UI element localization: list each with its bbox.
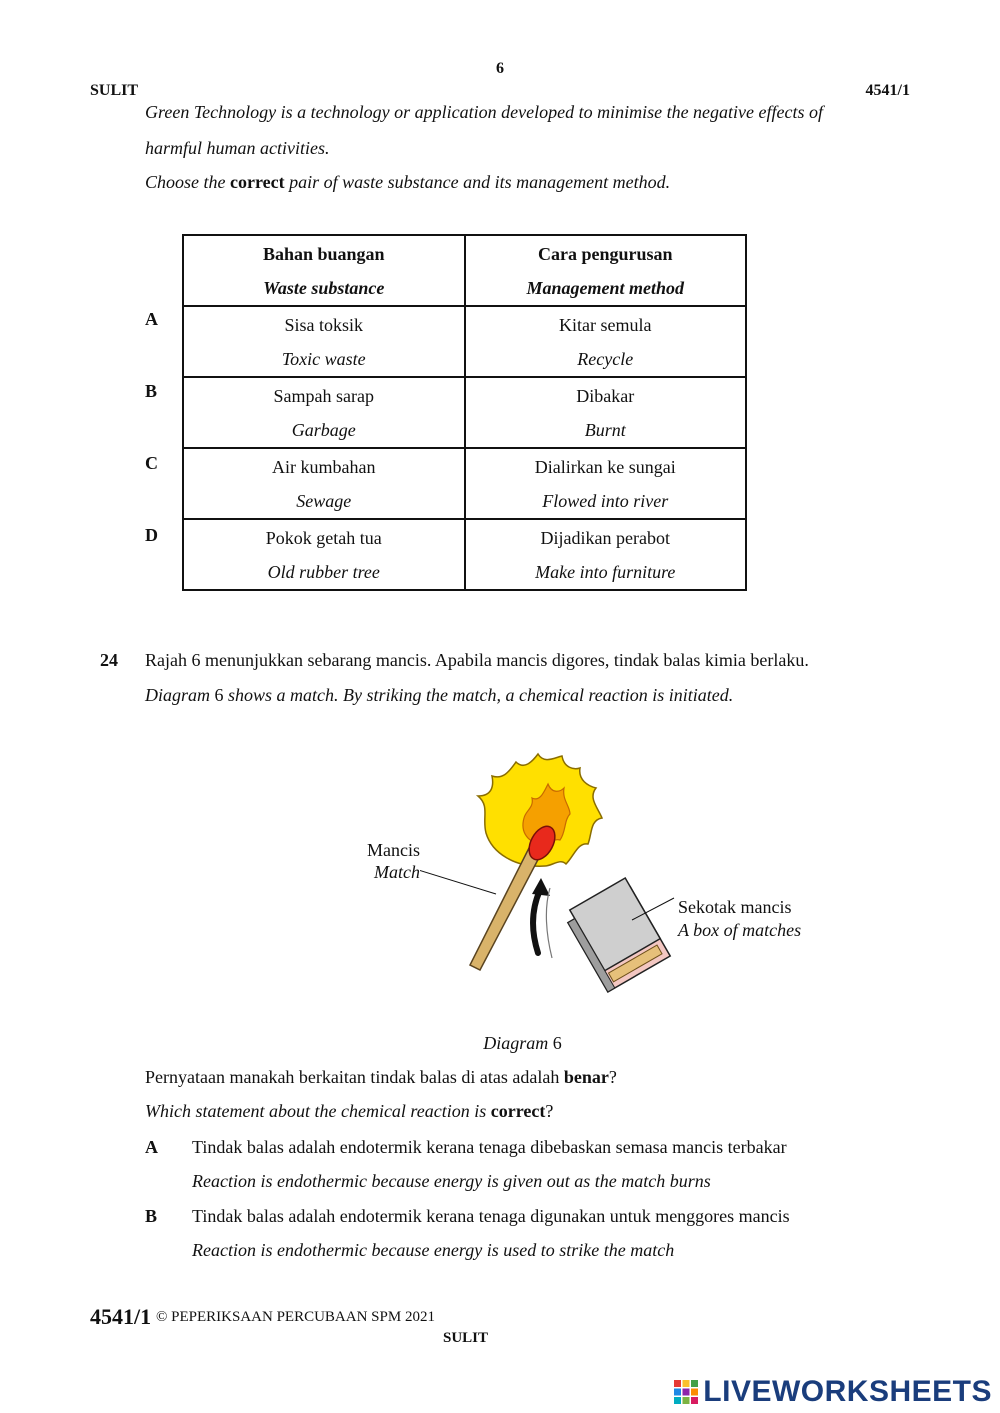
table-row (183, 377, 746, 448)
column-header-method-malay: Cara pengurusan (537, 244, 673, 264)
method-cell (465, 519, 747, 590)
q23-intro-line1: Green Technology is a technology or application developed to minimise the negative effects of (145, 102, 824, 122)
header-paper-code: 4541/1 (865, 82, 910, 99)
q23-instruction: Choose the correct pair of waste substance and its management method. (145, 172, 671, 192)
option-letter-a: A (145, 309, 158, 329)
waste-malay: Air kumbahan (272, 457, 376, 477)
header-classification: SULIT (90, 82, 139, 99)
column-header-method (465, 235, 747, 306)
q24-question-english: Which statement about the chemical reaction is correct? (145, 1101, 554, 1121)
method-cell (465, 448, 747, 519)
method-cell (465, 306, 747, 377)
method-malay: Dialirkan ke sungai (534, 457, 676, 477)
method-english: Recycle (577, 349, 634, 369)
strike-arrowhead (532, 878, 550, 896)
waste-english: Toxic waste (281, 349, 366, 369)
label-match-english: Match (374, 862, 420, 882)
worksheet-grid-icon (673, 1379, 699, 1405)
table-row (183, 519, 746, 590)
match-stick (470, 846, 542, 970)
answer-option-b-malay: Tindak balas adalah endotermik kerana tenaga digunakan untuk menggores mancis (192, 1206, 790, 1226)
option-letter-d: D (145, 525, 158, 545)
waste-malay: Sampah sarap (273, 386, 374, 406)
answer-option-b-english: Reaction is endothermic because energy is used to strike the match (192, 1240, 675, 1260)
question-number: 24 (100, 650, 118, 670)
method-malay: Dibakar (576, 386, 635, 406)
table-row (183, 448, 746, 519)
waste-english: Sewage (296, 491, 352, 511)
waste-cell (183, 519, 465, 590)
matchbox (563, 878, 670, 992)
method-malay: Kitar semula (559, 315, 652, 335)
q23-options-table (182, 234, 747, 591)
waste-english: Garbage (291, 420, 356, 440)
option-letter-c: C (145, 453, 158, 473)
label-match-malay: Mancis (367, 840, 420, 860)
answer-option-a-malay: Tindak balas adalah endotermik kerana tenaga dibebaskan semasa mancis terbakar (192, 1137, 787, 1157)
q23-intro-line2: harmful human activities. (145, 138, 330, 158)
method-malay: Dijadikan perabot (540, 528, 670, 548)
column-header-waste-english: Waste substance (263, 278, 385, 298)
strike-motion-line (546, 888, 552, 958)
footer-classification: SULIT (443, 1330, 489, 1346)
waste-cell (183, 377, 465, 448)
column-header-method-english: Management method (526, 278, 684, 298)
answer-option-b-letter: B (145, 1206, 158, 1226)
footer-copyright: © PEPERIKSAAN PERCUBAAN SPM 2021 (156, 1309, 435, 1325)
q24-stem-english: Diagram 6 shows a match. By striking the match, a chemical reaction is initiated. (145, 685, 734, 705)
match-leader-line (420, 868, 496, 894)
answer-option-a-english: Reaction is endothermic because energy is given out as the match burns (192, 1171, 711, 1191)
waste-malay: Pokok getah tua (265, 528, 382, 548)
liveworksheets-wordmark: LIVEWORKSHEETS (703, 1375, 992, 1408)
method-english: Burnt (584, 420, 626, 440)
waste-malay: Sisa toksik (284, 315, 363, 335)
waste-english: Old rubber tree (267, 562, 380, 582)
waste-cell (183, 448, 465, 519)
strike-arrow (533, 890, 540, 953)
answer-option-a-letter: A (145, 1137, 158, 1157)
q24-question-malay: Pernyataan manakah berkaitan tindak balas di atas adalah benar? (145, 1067, 617, 1087)
liveworksheets-logo (673, 1375, 992, 1409)
column-header-waste (183, 235, 465, 306)
footer-paper-code: 4541/1 (90, 1304, 152, 1329)
table-header-row (183, 235, 746, 306)
diagram-caption: Diagram 6 (483, 1033, 562, 1053)
column-header-waste-malay: Bahan buangan (262, 244, 385, 264)
q24-stem-malay: Rajah 6 menunjukkan sebarang mancis. Apabila mancis digores, tindak balas kimia berlaku. (145, 650, 809, 670)
table-row (183, 306, 746, 377)
match-diagram (420, 748, 680, 1018)
method-cell (465, 377, 747, 448)
page-number: 6 (496, 60, 504, 77)
label-box-english: A box of matches (678, 920, 802, 940)
waste-cell (183, 306, 465, 377)
method-english: Make into furniture (535, 562, 676, 582)
method-english: Flowed into river (542, 491, 669, 511)
option-letter-b: B (145, 381, 158, 401)
label-box-malay: Sekotak mancis (678, 897, 792, 917)
